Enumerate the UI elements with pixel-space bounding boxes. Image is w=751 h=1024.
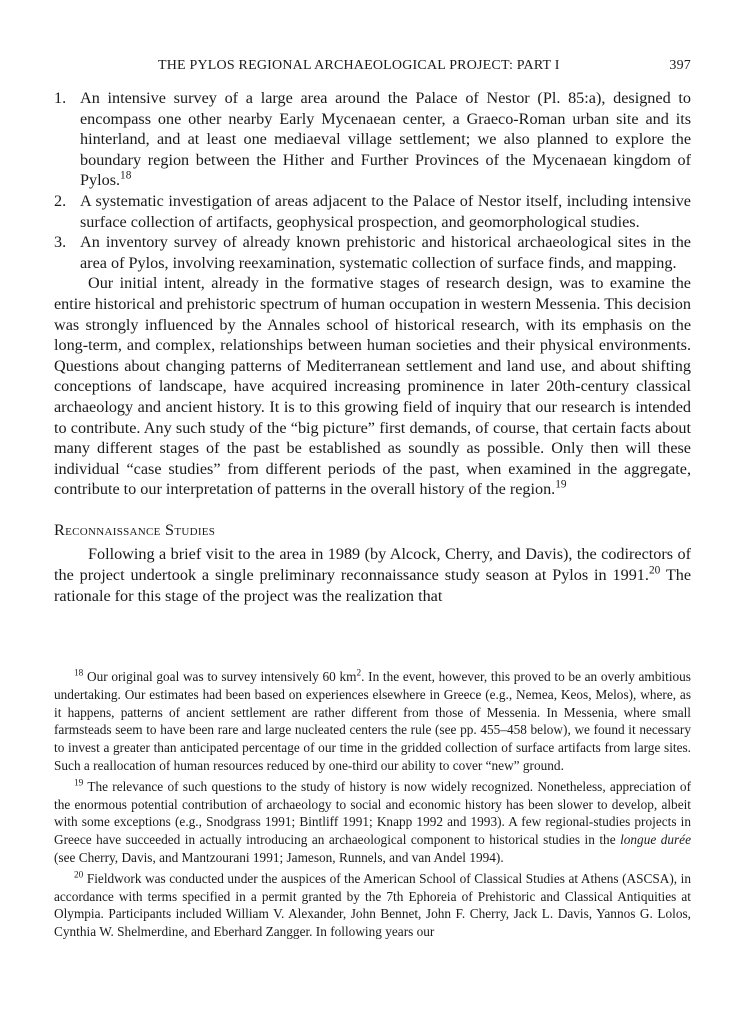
list-item-number: 2. (54, 191, 67, 210)
footnote-text-cont: . In the event, however, this proved to be an overly ambitious undertaking. Our estimates had been based on experiences elsewhere in Greece (e.g., Nemea, Keos, Melos), where, as it happens, patterns of ancient settlement are rather different from those of Messenia. In Messenia, where small farmsteads seem to have been rare and large nucleated centers the rule (see pp. 455–458 below), we found it necessary to invest a greater than anticipated percentage of our time in the gridded collection of surface artifacts from large sites. Such a reallocation of human resources reduced by one-third our ability to cover “new” ground. (54, 669, 691, 773)
footnote-text-cont: (see Cherry, Davis, and Mantzourani 1991; Jameson, Runnels, and van Andel 1994). (54, 849, 504, 865)
section-heading: Reconnaissance Studies (54, 520, 216, 539)
paragraph-text-cont: The rationale for this stage of the project was the realization that (54, 566, 692, 605)
paragraph-reconnaissance (54, 544, 691, 606)
list-item (54, 232, 691, 273)
running-title: THE PYLOS REGIONAL ARCHAEOLOGICAL PROJECT: PART I (158, 58, 560, 73)
list-item-text: A systematic investigation of areas adjacent to the Palace of Nestor itself, including intensive surface collection of artifacts, geophysical prospection, and geomorphological studies. (80, 191, 691, 231)
paragraph-initial-intent (54, 273, 691, 500)
footnotes (54, 668, 691, 944)
footnote-number: 19 (74, 778, 84, 789)
footnote-text: Our original goal was to survey intensively 60 km (83, 669, 357, 684)
footnote-ref-18[interactable]: 18 (120, 169, 132, 182)
paragraph-text: Our initial intent, already in the formative stages of research design, was to examine the entire historical and prehistoric spectrum of human occupation in western Messenia. This decision was strongly influenced by the Annales school of historical research, with its emphasis on the long-term, and complex, relationships between human societies and their physical environments. Questions about changing patterns of Mediterranean settlement and land use, and about shifting conceptions of landscape, have acquired increasing prominence in later 20th-century classical archaeology and ancient history. It is to this growing field of inquiry that our research is intended to contribute. Any such study of the “big picture” first demands, of course, that certain facts about many different stages of the past be established as soundly as possible. Only then will these individual “case studies” from different periods of the past, when examined in the aggregate, contribute to our interpretation of patterns in the overall history of the region. (54, 274, 691, 499)
superscript-2: 2 (356, 668, 362, 679)
list-item-text: An inventory survey of already known prehistoric and historical archaeological sites in the area of Pylos, involving reexamination, systematic collection of surface finds, and mapping. (80, 233, 691, 272)
page-number: 397 (669, 58, 691, 73)
footnote-19 (54, 778, 691, 867)
list-item (54, 88, 691, 191)
running-head (60, 58, 691, 78)
list-item-number: 1. (54, 89, 67, 107)
italic-term: longue durée (620, 832, 691, 848)
footnote-number: 18 (74, 668, 84, 679)
footnote-ref-20[interactable]: 20 (648, 564, 661, 577)
footnote-text: Fieldwork was conducted under the auspices of the American School of Classical Studies at Athens (ASCSA), in accordance with terms specified in a permit granted by the 7th Ephoreia of Prehistoric and Classical Antiquities at Olympia. Participants included William V. Alexander, John Bennet, John F. Cherry, Jack L. Davis, Yannos G. Lolos, Cynthia W. Shelmerdine, and Eberhard Zangger. In following years our (54, 870, 691, 940)
footnote-ref-19[interactable]: 19 (555, 478, 567, 491)
objectives-list (54, 88, 691, 273)
list-item-text: An intensive survey of a large area around the Palace of Nestor (Pl. 85:a), designed to encompass one other nearby Early Mycenaean center, a Graeco-Roman urban site and its hinterland, and at least one mediaeval village settlement; we also planned to explore the boundary region between the Hither and Further Provinces of the Mycenaean kingdom of Pylos. (80, 89, 691, 190)
footnote-text: The relevance of such questions to the study of history is now widely recognized. Nonetheless, appreciation of the enormous potential contribution of archaeology to social and economic history has been slower to develop, albeit with some exceptions (e.g., Snodgrass 1991; Bintliff 1991; Knapp 1992 and 1993). A few regional-studies projects in Greece have succeeded in actually introducing an archaeological component to historical studies in the (54, 778, 691, 848)
list-item-number: 3. (54, 233, 67, 252)
main-text (54, 88, 691, 606)
footnote-number: 20 (74, 870, 84, 881)
footnote-20 (54, 870, 691, 941)
footnote-18 (54, 668, 691, 775)
paragraph-text: Following a brief visit to the area in 1989 (by Alcock, Cherry, and Davis), the codirectors of the project undertook a single preliminary reconnaissance study season at Pylos in 1991. (54, 545, 691, 585)
list-item (54, 191, 691, 232)
